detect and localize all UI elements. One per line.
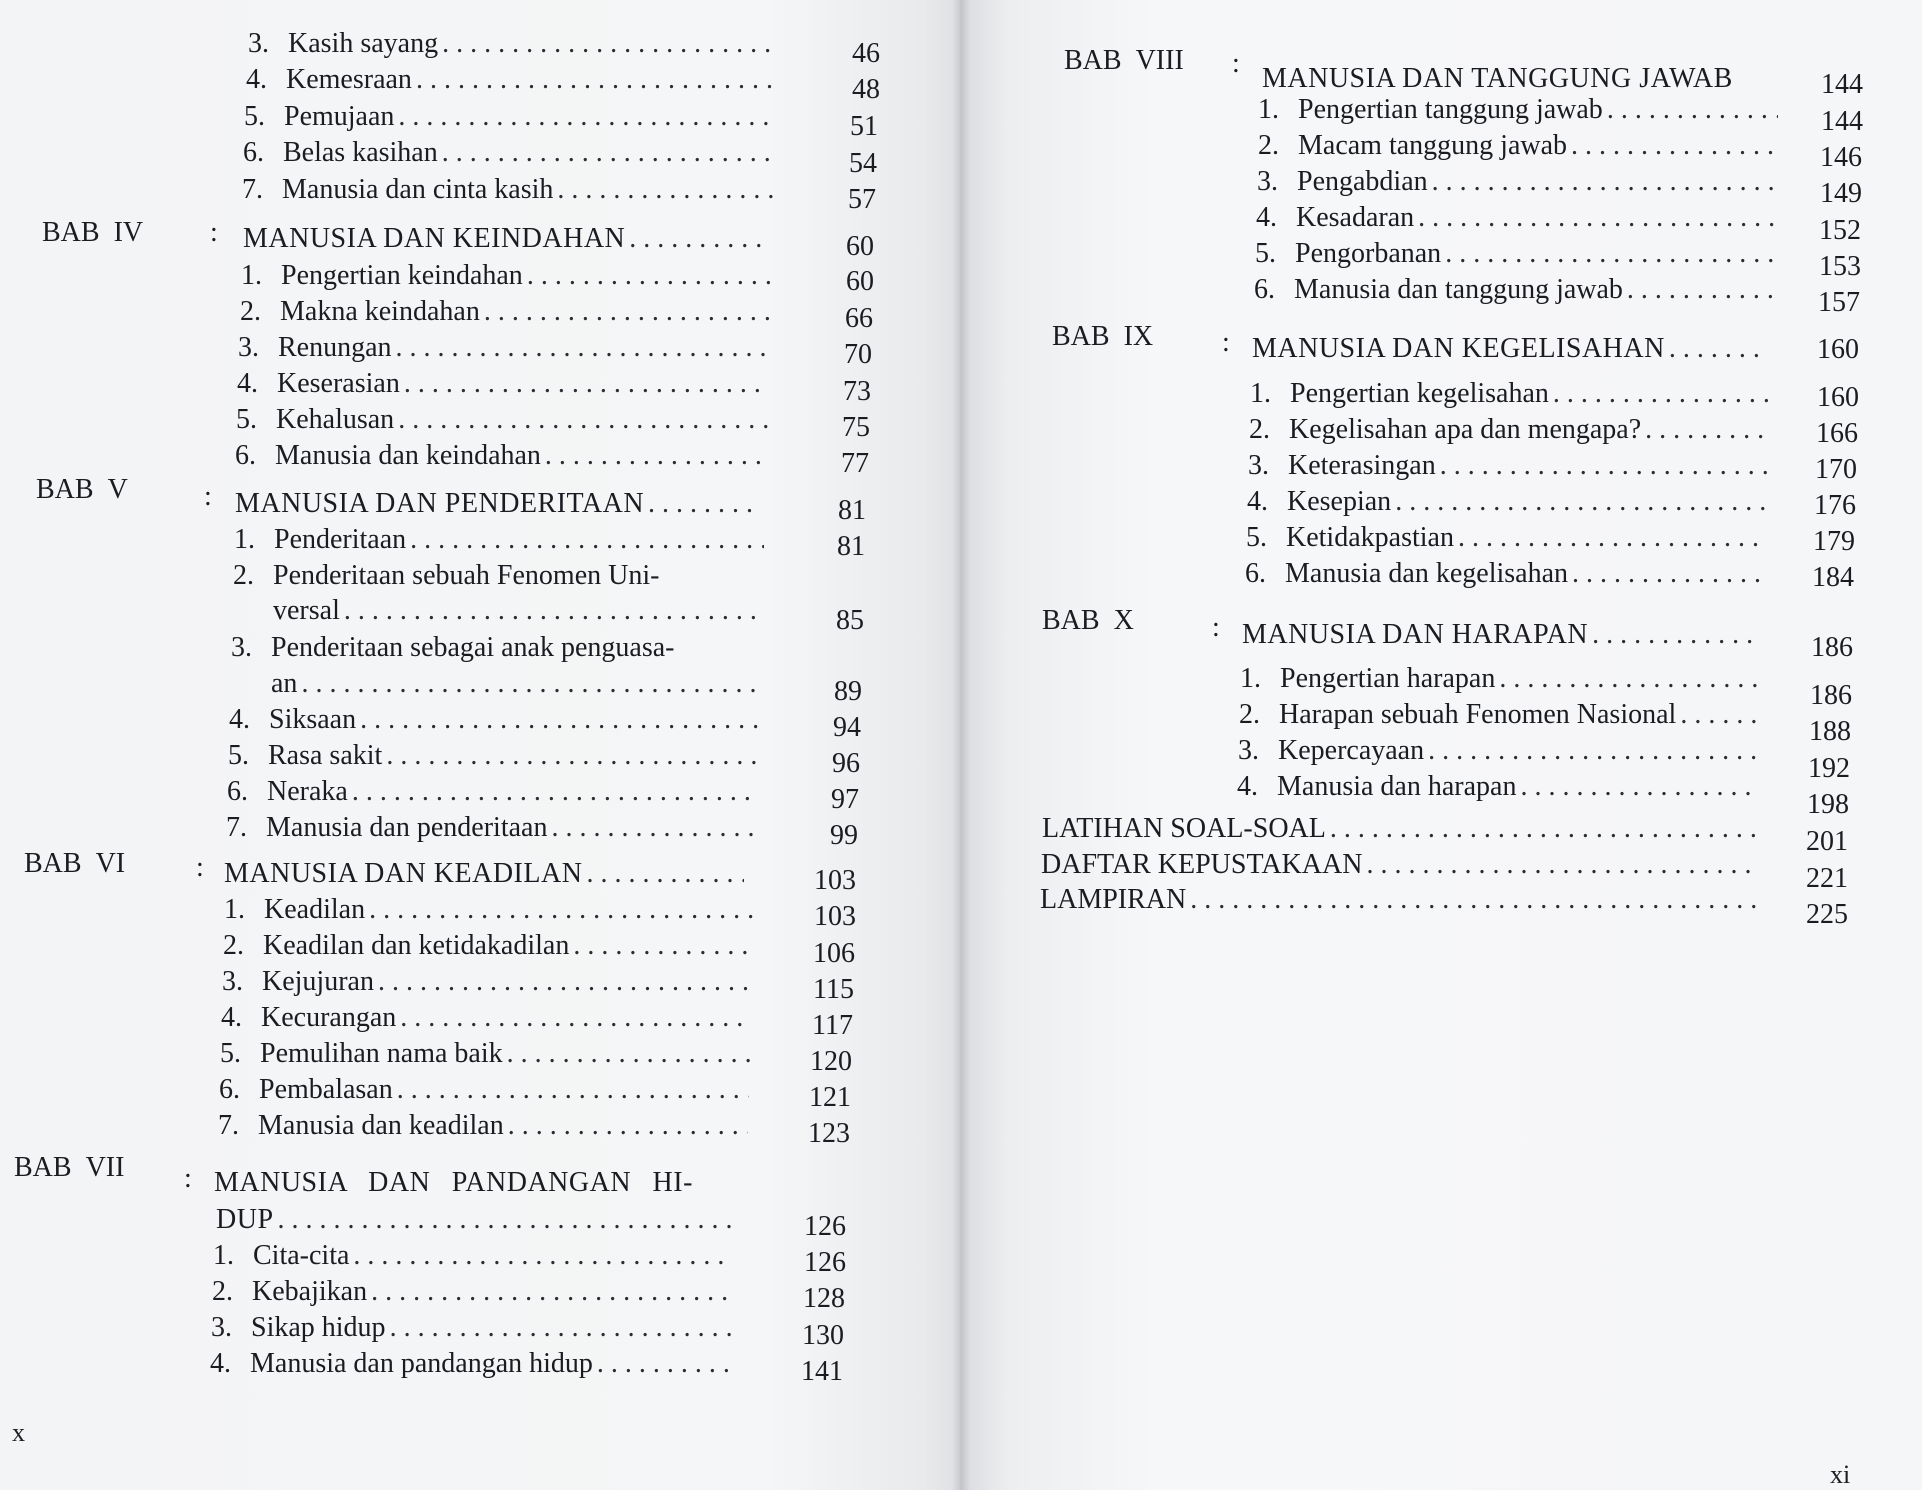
- chapter-title: MANUSIA DAN PANDANGAN HI-: [214, 1167, 693, 1198]
- colon: :: [1212, 612, 1220, 643]
- page-number: 106: [813, 938, 855, 969]
- page-number: 141: [801, 1356, 843, 1387]
- page-number: 81: [838, 495, 866, 526]
- page-number: 94: [833, 712, 861, 743]
- page-number: 54: [849, 148, 877, 179]
- page-number: 89: [834, 676, 862, 707]
- toc-entry: 3. Keterasingan . . .: [1248, 447, 1768, 485]
- chapter-label: BAB V: [36, 474, 128, 505]
- toc-entry: 3. Kejujuran . . .: [222, 963, 752, 1001]
- back-matter-entry: LATIHAN SOAL-SOAL . . .: [1042, 810, 1757, 848]
- toc-entry: 5. Pemulihan nama baik . . .: [220, 1035, 750, 1073]
- toc-entry: 4. Keserasian . . .: [237, 365, 769, 403]
- toc-entry: 3. Kasih sayang . . .: [248, 25, 778, 63]
- chapter-label: BAB IX: [1052, 321, 1154, 352]
- page-number: 186: [1810, 680, 1852, 711]
- page-number: 73: [843, 376, 871, 407]
- page-number: 51: [850, 111, 878, 142]
- toc-entry: 6. Neraka . . .: [227, 773, 759, 811]
- toc-entry-continuation: versal . . .: [273, 592, 763, 630]
- toc-entry: 1. Pengertian kegelisahan . . .: [1250, 375, 1770, 413]
- page-number: 60: [846, 266, 874, 297]
- page-number: 75: [842, 412, 870, 443]
- page-number: 176: [1814, 490, 1856, 521]
- toc-entry-continuation: an . . .: [271, 665, 762, 703]
- toc-entry: 3. Renungan . . .: [238, 329, 770, 367]
- right-page: [960, 0, 1922, 1490]
- page-number: 184: [1812, 562, 1854, 593]
- page-number: 188: [1809, 716, 1851, 747]
- page-number: 170: [1815, 454, 1857, 485]
- page-number: 198: [1807, 789, 1849, 820]
- page-number: 149: [1820, 178, 1862, 209]
- toc-entry: 5. Pengorbanan . . .: [1255, 235, 1775, 273]
- toc-entry: 1. Keadilan . . .: [224, 891, 754, 929]
- back-matter-entry: LAMPIRAN . . .: [1040, 881, 1757, 919]
- page-number: 152: [1819, 215, 1861, 246]
- page-number: 179: [1813, 526, 1855, 557]
- page-number: 120: [810, 1046, 852, 1077]
- page-folio: xi: [1830, 1460, 1851, 1489]
- page-number: 48: [852, 74, 880, 105]
- chapter-title: MANUSIA DAN TANGGUNG JAWAB: [1262, 63, 1733, 94]
- chapter-title: MANUSIA DAN HARAPAN . . .: [1242, 616, 1754, 654]
- toc-entry: 1. Penderitaan . . .: [234, 521, 764, 559]
- toc-entry: 6. Belas kasihan . . .: [243, 134, 775, 172]
- toc-entry: 2. Kebajikan . . .: [212, 1273, 732, 1311]
- page-number: 70: [844, 339, 872, 370]
- toc-entry: 2. Keadilan dan ketidakadilan . . .: [223, 927, 753, 965]
- chapter-label: BAB VII: [14, 1152, 125, 1183]
- page-number: 103: [814, 901, 856, 932]
- toc-entry: 6. Pembalasan . . .: [219, 1071, 749, 1109]
- toc-entry: 1. Pengertian keindahan . . .: [241, 257, 771, 295]
- page-number: 123: [808, 1118, 850, 1149]
- toc-entry: 1. Pengertian harapan . . .: [1240, 660, 1760, 698]
- page-number: 160: [1817, 334, 1859, 365]
- page-number: 121: [809, 1082, 851, 1113]
- page-number: 46: [852, 38, 880, 69]
- toc-entry: 4. Manusia dan pandangan hidup . . .: [210, 1345, 730, 1383]
- page-number: 221: [1806, 863, 1848, 894]
- chapter-label: BAB X: [1042, 605, 1134, 636]
- page-number: 192: [1808, 753, 1850, 784]
- toc-entry: 6. Manusia dan keindahan . . .: [235, 437, 767, 475]
- toc-entry: 7. Manusia dan keadilan . . .: [218, 1107, 748, 1145]
- toc-entry: 3. Pengabdian . . .: [1257, 163, 1777, 201]
- page-number: 144: [1821, 69, 1863, 100]
- page-number: 60: [846, 231, 874, 262]
- page-number: 225: [1806, 899, 1848, 930]
- toc-entry: 2. Makna keindahan . . .: [240, 293, 771, 331]
- page-number: 81: [837, 531, 865, 562]
- colon: :: [210, 217, 218, 248]
- page-number: 146: [1820, 142, 1862, 173]
- colon: :: [204, 481, 212, 512]
- page-number: 201: [1806, 826, 1848, 857]
- toc-entry: 1. Cita-cita . . .: [213, 1237, 733, 1275]
- toc-entry: 4. Manusia dan harapan . . .: [1237, 768, 1757, 806]
- toc-entry: 3. Kepercayaan . . .: [1238, 732, 1758, 770]
- toc-entry: 3. Sikap hidup . . .: [211, 1309, 731, 1347]
- page-number: 103: [814, 865, 856, 896]
- toc-entry: 6. Manusia dan kegelisahan . . .: [1245, 555, 1765, 593]
- page-number: 186: [1811, 632, 1853, 663]
- book-gutter: [952, 0, 970, 1490]
- page-number: 166: [1816, 418, 1858, 449]
- toc-entry: 4. Kesepian . . .: [1247, 483, 1767, 521]
- toc-entry: 7. Manusia dan cinta kasih . . .: [242, 171, 774, 209]
- page-folio: x: [12, 1418, 25, 1447]
- toc-entry: 3. Penderitaan sebagai anak penguasa-: [231, 632, 675, 663]
- page-number: 160: [1817, 382, 1859, 413]
- toc-entry: 5. Pemujaan . . .: [244, 98, 776, 136]
- page-number: 153: [1819, 251, 1861, 282]
- left-page: [0, 0, 960, 1490]
- colon: :: [184, 1163, 192, 1194]
- toc-entry: 5. Kehalusan . . .: [236, 401, 768, 439]
- colon: :: [196, 852, 204, 883]
- toc-entry: 4. Kesadaran . . .: [1256, 199, 1776, 237]
- page-number: 99: [830, 820, 858, 851]
- toc-entry: 2. Harapan sebuah Fenomen Nasional . . .: [1239, 696, 1759, 734]
- page-number: 117: [812, 1010, 853, 1041]
- toc-entry: 1. Pengertian tanggung jawab . . .: [1258, 91, 1778, 129]
- toc-entry: 2. Penderitaan sebuah Fenomen Uni-: [233, 560, 660, 591]
- chapter-label: BAB VIII: [1064, 45, 1184, 76]
- toc-entry: 6. Manusia dan tanggung jawab . . .: [1254, 271, 1774, 309]
- toc-entry: 7. Manusia dan penderitaan . . .: [226, 809, 758, 847]
- toc-entry: 5. Rasa sakit . . .: [228, 737, 760, 775]
- page-number: 157: [1818, 287, 1860, 318]
- page-number: 96: [832, 748, 860, 779]
- toc-entry: 4. Kecurangan . . .: [221, 999, 751, 1037]
- toc-entry: 5. Ketidakpastian . . .: [1246, 519, 1766, 557]
- page-number: 77: [841, 448, 869, 479]
- chapter-title: MANUSIA DAN KEADILAN . . .: [224, 855, 744, 893]
- page-number: 85: [836, 605, 864, 636]
- page-number: 66: [845, 303, 873, 334]
- back-matter-entry: DAFTAR KEPUSTAKAAN . . .: [1041, 846, 1757, 884]
- page-number: 128: [803, 1283, 845, 1314]
- colon: :: [1232, 48, 1240, 79]
- toc-entry: 2. Macam tanggung jawab . . .: [1258, 127, 1778, 165]
- chapter-title-continuation: DUP . . .: [216, 1201, 734, 1239]
- chapter-title: MANUSIA DAN KEGELISAHAN . . .: [1252, 330, 1762, 368]
- page-number: 130: [802, 1320, 844, 1351]
- colon: :: [1222, 327, 1230, 358]
- chapter-title: MANUSIA DAN PENDERITAAN . . .: [235, 485, 755, 523]
- toc-entry: 4. Siksaan . . .: [229, 701, 761, 739]
- page-number: 97: [831, 784, 859, 815]
- page-number: 126: [804, 1211, 846, 1242]
- toc-entry: 2. Kegelisahan apa dan mengapa? . . .: [1249, 411, 1769, 449]
- page-number: 115: [813, 974, 854, 1005]
- chapter-label: BAB IV: [42, 217, 144, 248]
- page-number: 57: [848, 184, 876, 215]
- chapter-title: MANUSIA DAN KEINDAHAN . . .: [243, 220, 763, 258]
- toc-entry: 4. Kemesraan . . .: [246, 61, 778, 99]
- page-number: 126: [804, 1247, 846, 1278]
- page-number: 144: [1821, 106, 1863, 137]
- chapter-label: BAB VI: [24, 848, 126, 879]
